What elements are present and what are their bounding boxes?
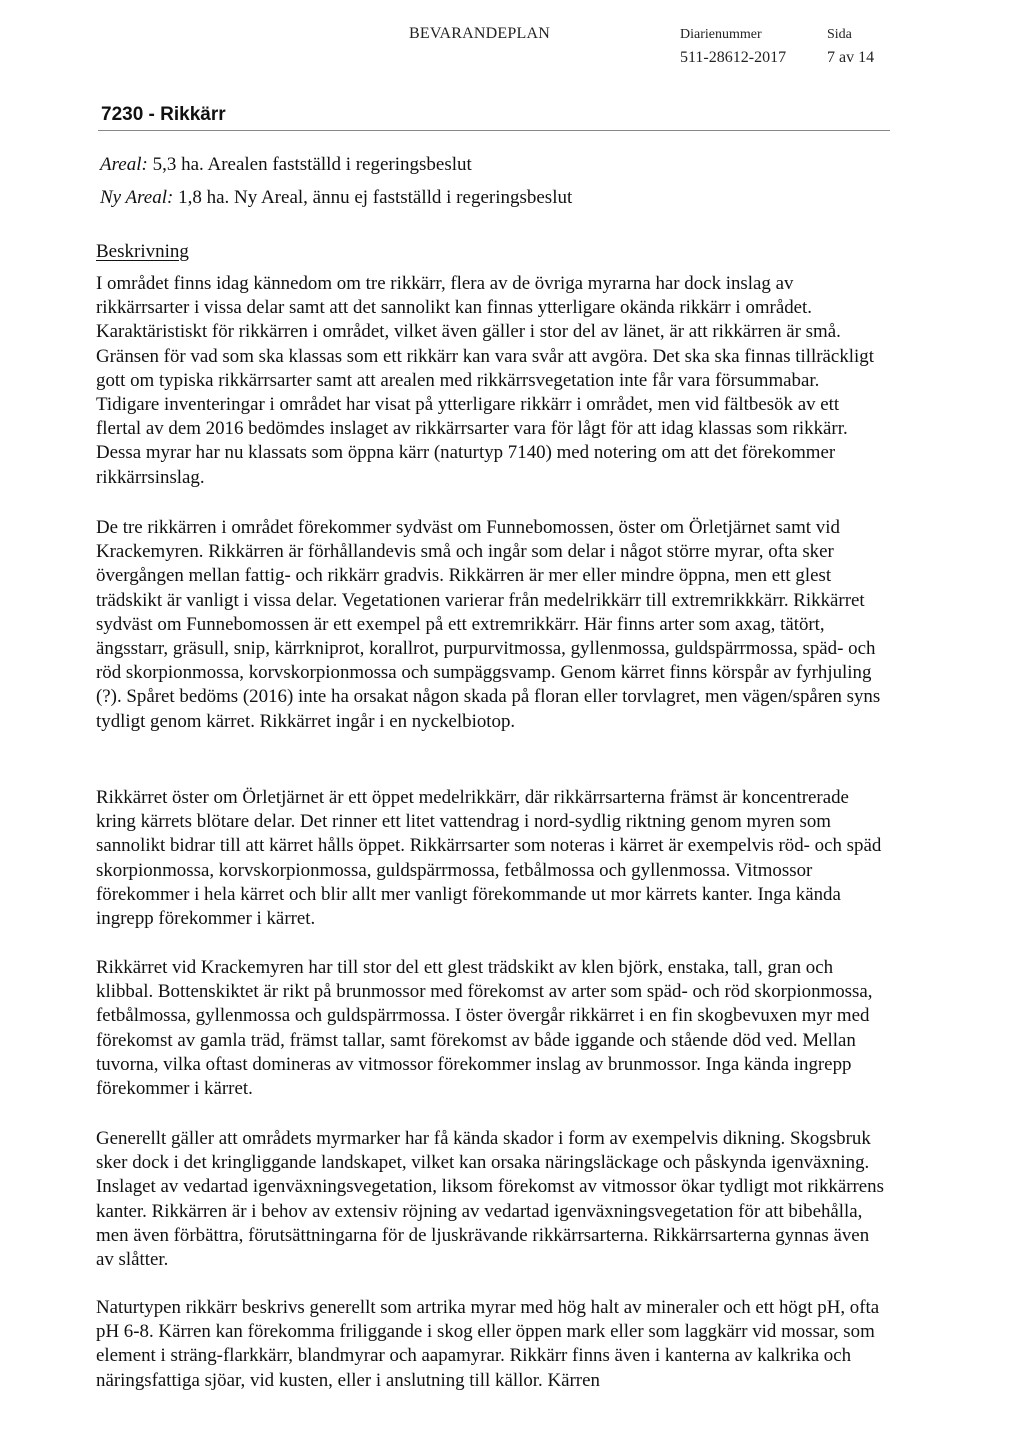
description-paragraph: Rikkärret öster om Örletjärnet är ett öppet medelrikkärr, där rikkärrsarterna främst är koncentrerade kring kärrets blötare delar. Det rinner ett litet vattendrag i nord-sydlig riktning genom myren som sannolikt bidrar till att kärret hålls öppet. Rikkärrsarter som noteras i kärret är exempelvis röd- och späd skorpionmossa, korvskorpionmossa, guldspärrmossa, fetbålmossa och gyllenmossa. Vitmossor förekommer i hela kärret och blir allt mer vanligt förekommande ut mor kärrets kanter. Inga kända ingrepp förekommer i kärret. xyxy=(96,787,882,930)
description-paragraph: I området finns idag kännedom om tre rikkärr, flera av de övriga myrarna har dock inslag av rikkärrsarter i vissa delar samt att det sannolikt kan finnas ytterligare okända rikkärr i området. Karaktäristiskt för rikkärren i området, vilket även gäller i stor del av länet, är att rikkärren är små. Gränsen för vad som ska klassas som ett rikkärr kan vara svår att avgöra. Det ska ska finnas tillräckligt gott om typiska rikkärrsarter samt att arealen med rikkärrsvegetation inte får vara försummabar. Tidigare inventeringar i området har visat på ytterligare rikkärr i området, men vid fältbesök av ett flertal av dem 2016 bedömdes inslaget av rikkärrsarter vara för lågt för att idag klassas som rikkärr. Dessa myrar har nu klassats som öppna kärr (naturtyp 7140) med notering om att det förekommer rikkärrsinslag. xyxy=(96,273,874,488)
page-label: Sida xyxy=(827,27,852,42)
diarienummer-label: Diarienummer xyxy=(680,27,762,42)
area-line xyxy=(100,154,472,176)
description-paragraph: De tre rikkärren i området förekommer sydväst om Funnebomossen, öster om Örletjärnet samt vid Krackemyren. Rikkärren är förhållandevis små och ingår som delar i något större myrar, ofta sker övergången mellan fattig- och rikkärr gradvis. Rikkärren är mer eller mindre öppna, men ett glest trädskikt är vanligt i vissa delar. Vegetationen varierar från medelrikkärr till extremrikkkärr. Rikkärret sydväst om Funnebomossen är ett exempel på ett extremrikkärr. Här finns arter som axag, tätört, ängsstarr, gräsull, snip, kärrkniprot, korallrot, purpurvitmossa, gyllenmossa, guldspärrmossa, späd- och röd skorpionmossa, korvskorpionmossa och sumpäggsvamp. Genom kärret finns körspår av fyrhjuling (?). Spåret bedöms (2016) inte ha orsakat någon skada på floran eller torvlagret, men vägen/spåren syns tydligt genom kärret. Rikkärret ingår i en nyckelbiotop. xyxy=(96,517,881,732)
new-area-label: Ny Areal: xyxy=(100,187,174,208)
new-area-line xyxy=(100,187,572,209)
area-label: Areal: xyxy=(100,154,148,175)
page-number: 7 av 14 xyxy=(827,49,875,66)
diarienummer-value: 511-28612-2017 xyxy=(680,49,787,66)
description-heading: Beskrivning xyxy=(96,241,189,262)
description-paragraph: Generellt gäller att områdets myrmarker har få kända skador i form av exempelvis dikning. Skogsbruk sker dock i det kringliggande landskapet, vilket kan orsaka näringsläckage och påskynda igenväxning. Inslaget av vedartad igenväxningsvegetation, liksom förekomst av vitmossor ökar tydligt mot rikkärrens kanter. Rikkärren är i behov av extensiv röjning av vedartad igenväxningsvegetation för att bibehålla, men även förbättra, förutsättningarna för de ljuskrävande rikkärrsarterna. Rikkärrsarterna gynnas även av slåtter. xyxy=(96,1128,884,1271)
area-value: 5,3 ha. Arealen fastställd i regeringsbeslut xyxy=(147,154,472,175)
description-paragraph: Naturtypen rikkärr beskrivs generellt som artrika myrar med hög halt av mineraler och ett högt pH, ofta pH 6-8. Kärren kan förekomma friliggande i skog eller öppen mark eller som laggkärr vid mossar, som element i sträng-flarkkärr, blandmyrar och aapamyrar. Rikkärr finns även i kanterna av kalkrika och näringsfattiga sjöar, vid kusten, eller i anslutning till källor. Kärren xyxy=(96,1297,880,1391)
document-title: BEVARANDEPLAN xyxy=(409,25,550,42)
new-area-value: 1,8 ha. Ny Areal, ännu ej fastställd i regeringsbeslut xyxy=(173,187,573,208)
heading-divider xyxy=(98,130,890,131)
description-paragraph: Rikkärret vid Krackemyren har till stor del ett glest trädskikt av klen björk, enstaka, tall, gran och klibbal. Bottenskiktet är rikt på brunmossor med förekomst av arter som späd- och röd skorpionmossa, fetbålmossa, gyllenmossa och guldspärrmossa. I öster övergår rikkärret i en fin skogbevuxen myr med förekomst av gamla träd, främst tallar, samt förekomst av både iggande och stående död ved. Mellan tuvorna, vilka oftast domineras av vitmossor förekommer inslag av brunmossor. Inga kända ingrepp förekommer i kärret. xyxy=(96,957,873,1100)
section-heading: 7230 - Rikkärr xyxy=(101,104,226,125)
